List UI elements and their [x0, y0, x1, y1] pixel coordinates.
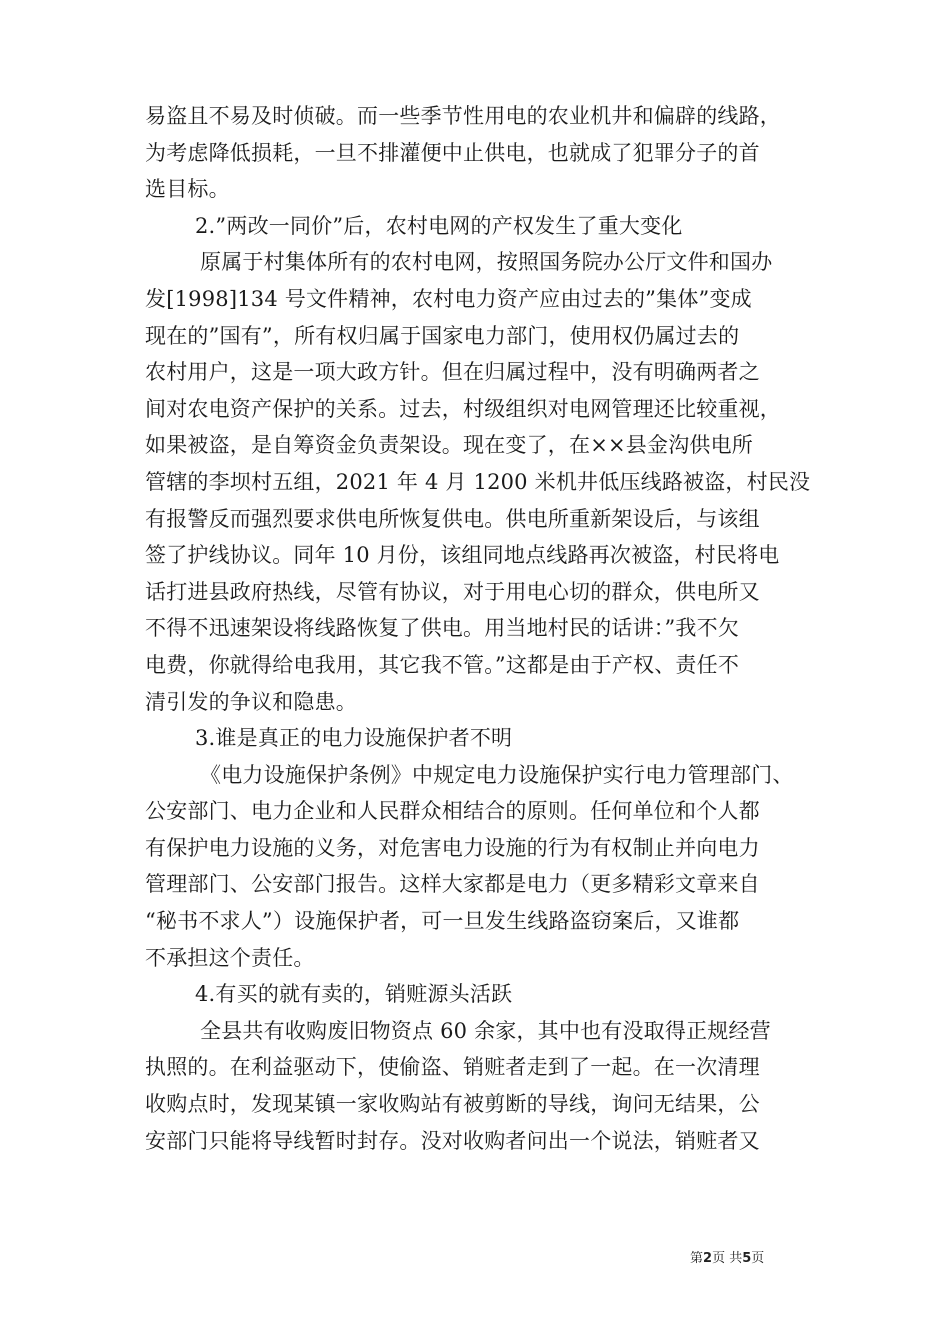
body-line: 《电力设施保护条例》中规定电力设施保护实行电力管理部门、 [200, 762, 794, 787]
footer-suffix: 页 [751, 1251, 765, 1266]
footer-middle: 页 共 [712, 1251, 743, 1266]
body-line: “秘书不求人”）设施保护者，可一旦发生线路盗窃案后，又谁都 [145, 909, 740, 934]
footer-total-pages: 5 [742, 1251, 752, 1266]
body-line: 执照的。在利益驱动下，使偷盗、销赃者走到了一起。在一次清理 [145, 1055, 760, 1080]
body-line: 清引发的争议和隐患。 [145, 689, 357, 714]
body-line: 话打进县政府热线，尽管有协议，对于用电心切的群众，供电所又 [145, 579, 760, 604]
document-body [145, 98, 813, 1159]
footer-current-page: 2 [703, 1251, 713, 1266]
body-line: 管理部门、公安部门报告。这样大家都是电力（更多精彩文章来自 [145, 872, 760, 897]
section-heading: 4.有买的就有卖的，销赃源头活跃 [195, 982, 513, 1007]
body-line: 公安部门、电力企业和人民群众相结合的原则。任何单位和个人都 [145, 799, 760, 824]
body-line: 不承担这个责任。 [145, 945, 315, 970]
body-line: 管辖的李坝村五组，2021 年 4 月 1200 米机井低压线路被盗，村民没 [145, 469, 811, 494]
body-line: 电费，你就得给电我用，其它我不管。”这都是由于产权、责任不 [145, 652, 740, 677]
body-line: 现在的”国有”，所有权归属于国家电力部门，使用权仍属过去的 [145, 323, 740, 348]
body-line: 选目标。 [145, 177, 230, 202]
section-heading: 2.”两改一同价”后，农村电网的产权发生了重大变化 [195, 213, 683, 238]
body-line: 收购点时，发现某镇一家收购站有被剪断的导线，询问无结果，公 [145, 1092, 760, 1117]
body-line: 如果被盗，是自筹资金负责架设。现在变了，在××县金沟供电所 [145, 433, 753, 458]
body-line: 安部门只能将导线暂时封存。没对收购者问出一个说法，销赃者又 [145, 1128, 760, 1153]
body-line: 原属于村集体所有的农村电网，按照国务院办公厅文件和国办 [200, 250, 773, 275]
body-line: 为考虑降低损耗，一旦不排灌便中止供电，也就成了犯罪分子的首 [145, 140, 760, 165]
body-line: 发[1998]134 号文件精神，农村电力资产应由过去的”集体”变成 [145, 286, 752, 311]
body-line: 全县共有收购废旧物资点 60 余家，其中也有没取得正规经营 [200, 1018, 771, 1043]
body-line: 有保护电力设施的义务，对危害电力设施的行为有权制止并向电力 [145, 835, 760, 860]
body-line: 间对农电资产保护的关系。过去，村级组织对电网管理还比较重视， [145, 396, 781, 421]
body-line: 不得不迅速架设将线路恢复了供电。用当地村民的话讲：”我不欠 [145, 616, 740, 641]
body-line: 农村用户，这是一项大政方针。但在归属过程中，没有明确两者之 [145, 360, 760, 385]
section-heading: 3.谁是真正的电力设施保护者不明 [195, 726, 513, 751]
body-line: 易盗且不易及时侦破。而一些季节性用电的农业机井和偏辟的线路， [145, 104, 781, 128]
page-footer [690, 1247, 830, 1266]
body-line: 签了护线协议。同年 10 月份，该组同地点线路再次被盗，村民将电 [145, 543, 780, 568]
footer-prefix: 第 [690, 1251, 704, 1266]
body-line: 有报警反而强烈要求供电所恢复供电。供电所重新架设后，与该组 [145, 506, 760, 531]
